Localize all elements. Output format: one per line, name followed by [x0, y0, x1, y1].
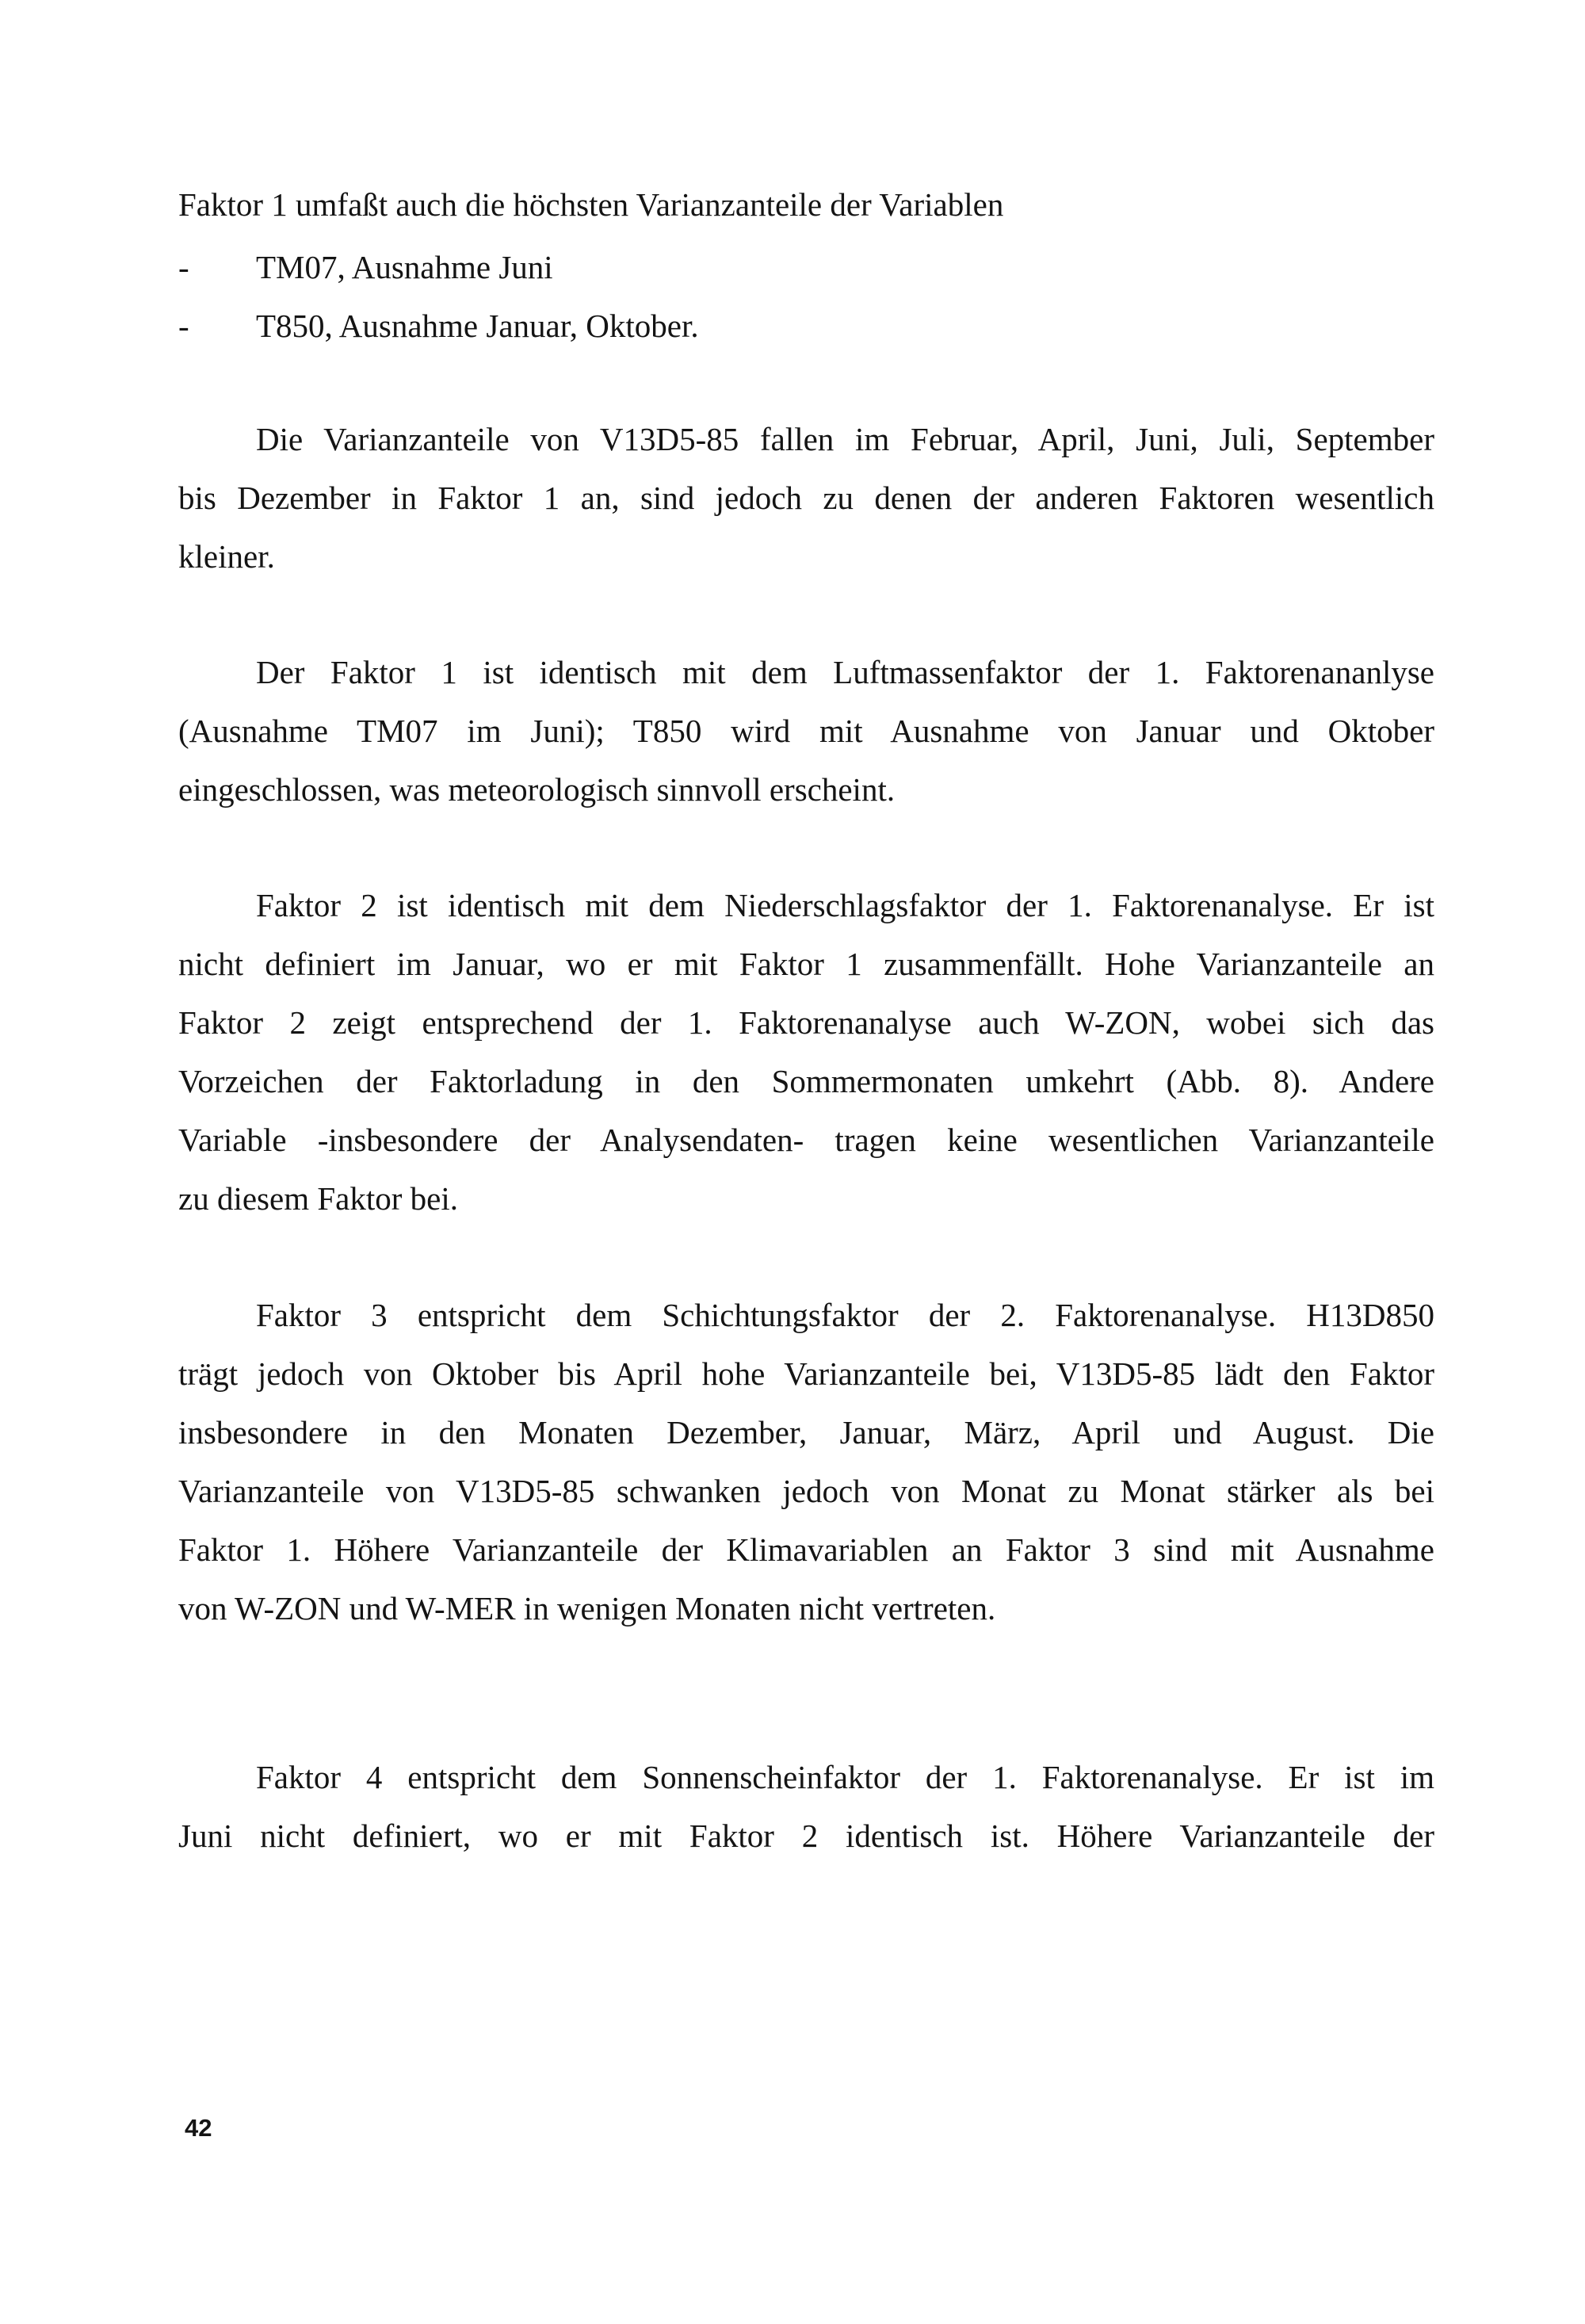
paragraph-line: Faktor 2 ist identisch mit dem Niederschlagsfaktor der 1. Faktorenanalyse. Er ist	[256, 887, 1434, 923]
paragraph-line: kleiner.	[178, 538, 275, 575]
paragraph-line: Faktor 2 zeigt entsprechend der 1. Faktorenanalyse auch W-ZON, wobei sich das	[178, 1004, 1434, 1041]
bullet-dash: -	[178, 249, 189, 285]
paragraph-line: Variable -insbesondere der Analysendaten- tragen keine wesentlichen Varianzanteile	[178, 1122, 1434, 1158]
intro-line: Faktor 1 umfaßt auch die höchsten Varianzanteile der Variablen	[178, 186, 1004, 223]
paragraph-line: Faktor 4 entspricht dem Sonnenscheinfaktor der 1. Faktorenanalyse. Er ist im	[256, 1759, 1434, 1795]
bullet-dash: -	[178, 308, 189, 344]
paragraph-line: trägt jedoch von Oktober bis April hohe Varianzanteile bei, V13D5-85 lädt den Faktor	[178, 1355, 1434, 1392]
paragraph-line: nicht definiert im Januar, wo er mit Faktor 1 zusammenfällt. Hohe Varianzanteile an	[178, 946, 1434, 982]
paragraph-line: insbesondere in den Monaten Dezember, Januar, März, April und August. Die	[178, 1414, 1434, 1451]
bullet-item: TM07, Ausnahme Juni	[256, 249, 553, 285]
paragraph-line: Juni nicht definiert, wo er mit Faktor 2 identisch ist. Höhere Varianzanteile der	[178, 1818, 1434, 1854]
paragraph-line: eingeschlossen, was meteorologisch sinnvoll erscheint.	[178, 771, 896, 808]
paragraph-line: zu diesem Faktor bei.	[178, 1180, 458, 1217]
paragraph-line: Vorzeichen der Faktorladung in den Sommermonaten umkehrt (Abb. 8). Andere	[178, 1063, 1434, 1099]
paragraph-line: von W-ZON und W-MER in wenigen Monaten nicht vertreten.	[178, 1590, 996, 1626]
page-number: 42	[185, 2114, 212, 2142]
paragraph-line: Die Varianzanteile von V13D5-85 fallen im Februar, April, Juni, Juli, September	[256, 421, 1434, 457]
bullet-item: T850, Ausnahme Januar, Oktober.	[256, 308, 699, 344]
paragraph-line: Faktor 3 entspricht dem Schichtungsfaktor der 2. Faktorenanalyse. H13D850	[256, 1297, 1434, 1333]
paragraph-line: Varianzanteile von V13D5-85 schwanken jedoch von Monat zu Monat stärker als bei	[178, 1473, 1434, 1509]
paragraph-line: Der Faktor 1 ist identisch mit dem Luftmassenfaktor der 1. Faktorenananlyse	[256, 654, 1434, 690]
paragraph-line: Faktor 1. Höhere Varianzanteile der Klimavariablen an Faktor 3 sind mit Ausnahme	[178, 1531, 1434, 1568]
paragraph-line: (Ausnahme TM07 im Juni); T850 wird mit Ausnahme von Januar und Oktober	[178, 713, 1434, 749]
paragraph-line: bis Dezember in Faktor 1 an, sind jedoch zu denen der anderen Faktoren wesentlich	[178, 480, 1434, 516]
